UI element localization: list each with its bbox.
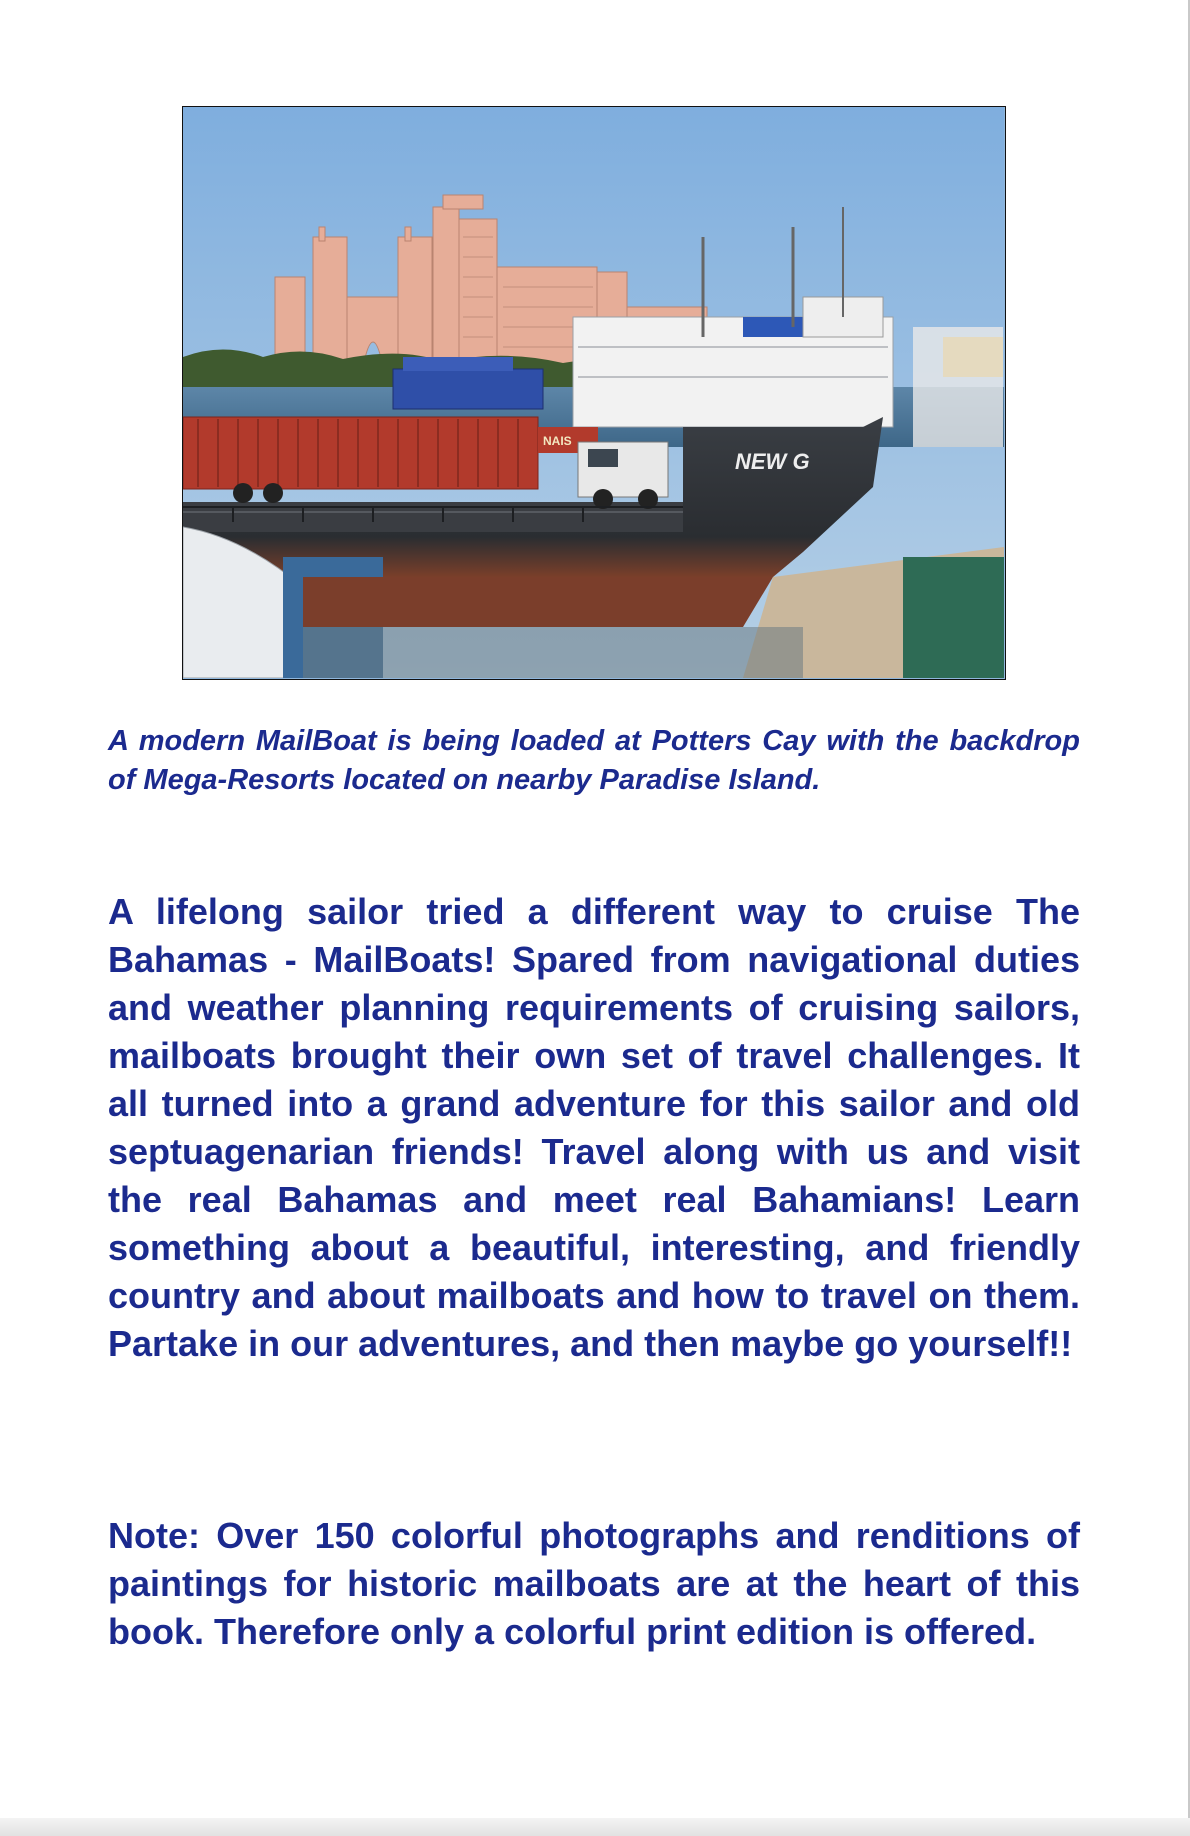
book-description: A lifelong sailor tried a different way to cruise The Bahamas - MailBoats! Spared from navigational duties and weather planning requirements of cruising sailors, mailboats brought their own set of travel challenges. It all turned into a grand adventure for this sailor and old septuagenarian friends! Travel along with us and visit the real Bahamas and meet real Bahamians! Learn something about a beautiful, interesting, and friendly country and about mailboats and how to travel on them. Partake in our adventures, and then maybe go yourself!! bbox=[108, 891, 1080, 1364]
red-container bbox=[183, 417, 598, 489]
green-container bbox=[903, 557, 1004, 678]
rust-waterline bbox=[303, 577, 773, 627]
container-label: NAIS bbox=[543, 434, 572, 448]
photo-caption: A modern MailBoat is being loaded at Potters Cay with the backdrop of Mega-Resorts located on nearby Paradise Island. bbox=[108, 725, 1080, 796]
mailboat-photo bbox=[182, 106, 1006, 680]
ship-name: NEW G bbox=[735, 449, 810, 474]
blue-barge bbox=[393, 369, 543, 409]
page-bottom-shadow bbox=[0, 1818, 1190, 1836]
edition-note: Note: Over 150 colorful photographs and renditions of paintings for historic mailboats are at the heart of this book. Therefore only a colorful print edition is offered. bbox=[108, 1515, 1080, 1652]
